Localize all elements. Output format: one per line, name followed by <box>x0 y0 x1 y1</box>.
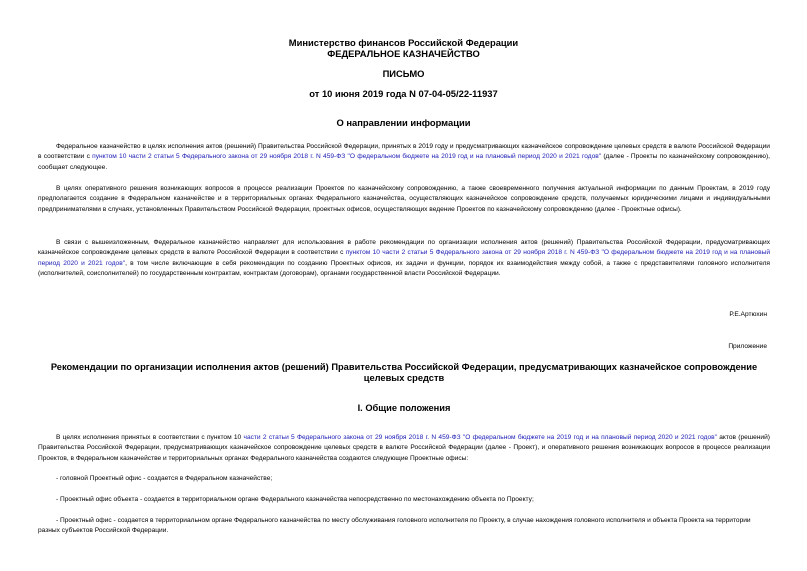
paragraph-1-text-start: Федеральное казначейство в целях исполнения актов (решений) Правительства Российской Федерации, принятых в 2019 году и предусматривающих казначейское сопровождение целевых средств в валюте Российской Федерации в соответствии с <box>38 143 770 161</box>
law-link-2[interactable]: пунктом 10 части 2 статьи 5 Федерального закона от 29 ноября 2018 г. N 459-ФЗ "О федеральном бюджете на 2019 год и на плановый период 2020 и 2021 годов" <box>38 249 771 267</box>
appendix-paragraph-1 <box>38 433 770 464</box>
list-item: - Проектный офис - создается в территориальном органе Федерального казначейства по месту обслуживания головного исполнителя по Проекту, в случае нахождения головного исполнителя и объекта Проекта на территории разных субъектов Российской Федерации. <box>38 517 751 535</box>
appendix-paragraph-1-text-end: актов (решений) Правительства Российской Федерации, предусматривающих казначейское сопровождение целевых средств в валюте Российской Федерации (далее - Проект), и оперативного решения возникающих вопросов в процессе реализации Проектов, в Федеральном казначействе и территориальных органах Федерального казначейства создаются следующие Проектные офисы: <box>38 434 770 462</box>
law-link-1[interactable]: пунктом 10 части 2 статьи 5 Федерального закона от 29 ноября 2018 г. N 459-ФЗ "О федеральном бюджете на 2019 год и на плановый период 2020 и 2021 годов" <box>92 153 602 161</box>
paragraph-2: В целях оперативного решения возникающих вопросов в процессе реализации Проектов по казначейскому сопровождению, а также своевременного получения актуальной информации по данным Проектам, в 2019 году предполагается создание в Федеральном казначействе и в территориальных органах Федерального казначейства, осуществляющих казначейское сопровождение средств, получаемых юридическими лицами и индивидуальными предпринимателями в случаях, установленных Правительством Российской Федерации, проектных офисов, осуществляющих ведение Проектов по казначейскому сопровождению (далее - Проектные офисы). <box>38 185 770 213</box>
document-subject: О направлении информации <box>336 117 471 128</box>
paragraph-3 <box>38 238 770 279</box>
list-item: - головной Проектный офис - создается в Федеральном казначействе; <box>56 475 273 482</box>
ministry-name: Министерство финансов Российской Федерации <box>288 37 519 48</box>
paragraph-1-text-end: (далее - Проекты по казначейскому сопровождению), сообщает следующее. <box>38 153 770 171</box>
section-heading: I. Общие положения <box>357 403 451 413</box>
list-item: - Проектный офис объекта - создается в территориальном органе Федерального казначейства непосредственно по местонахождению объекта по Проекту; <box>56 496 534 503</box>
paragraph-3-text-start: В связи с вышеизложенным, Федеральное казначейство направляет для использования в работе рекомендации по организации исполнения актов (решений) Правительства Российской Федерации, предусматривающих казначейское сопровождение целевых средств в валюте Российской Федерации в соответствии с <box>38 239 770 257</box>
document-type: ПИСЬМО <box>382 68 425 79</box>
appendix-paragraph-1-text-start: В целях исполнения принятых в соответствии с пунктом 10 <box>56 434 244 441</box>
paragraph-1 <box>38 142 770 173</box>
law-link-3[interactable]: части 2 статьи 5 Федерального закона от 29 ноября 2018 г. N 459-ФЗ "О федеральном бюджете на 2019 год и на плановый период 2020 и 2021 годов" <box>243 434 717 441</box>
appendix-title: Рекомендации по организации исполнения актов (решений) Правительства Российской Федерации, предусматривающих казначейское сопровождение целевых средств <box>50 362 758 383</box>
appendix-label: Приложение <box>728 343 767 350</box>
paragraph-3-text-end: , в том числе включающие в себя рекомендации по созданию Проектных офисов, их задачи и функции, порядок их взаимодействия между собой, а также с представителями головного исполнителя (исполнителей, соисполнителей) по государственным контрактам, контрактам (договорам), органами государственной власти Российской Федерации. <box>38 259 770 277</box>
signature: Р.Е.Артюхин <box>729 311 767 318</box>
document-date-number: от 10 июня 2019 года N 07-04-05/22-11937 <box>309 88 498 99</box>
agency-name: ФЕДЕРАЛЬНОЕ КАЗНАЧЕЙСТВО <box>327 48 480 59</box>
